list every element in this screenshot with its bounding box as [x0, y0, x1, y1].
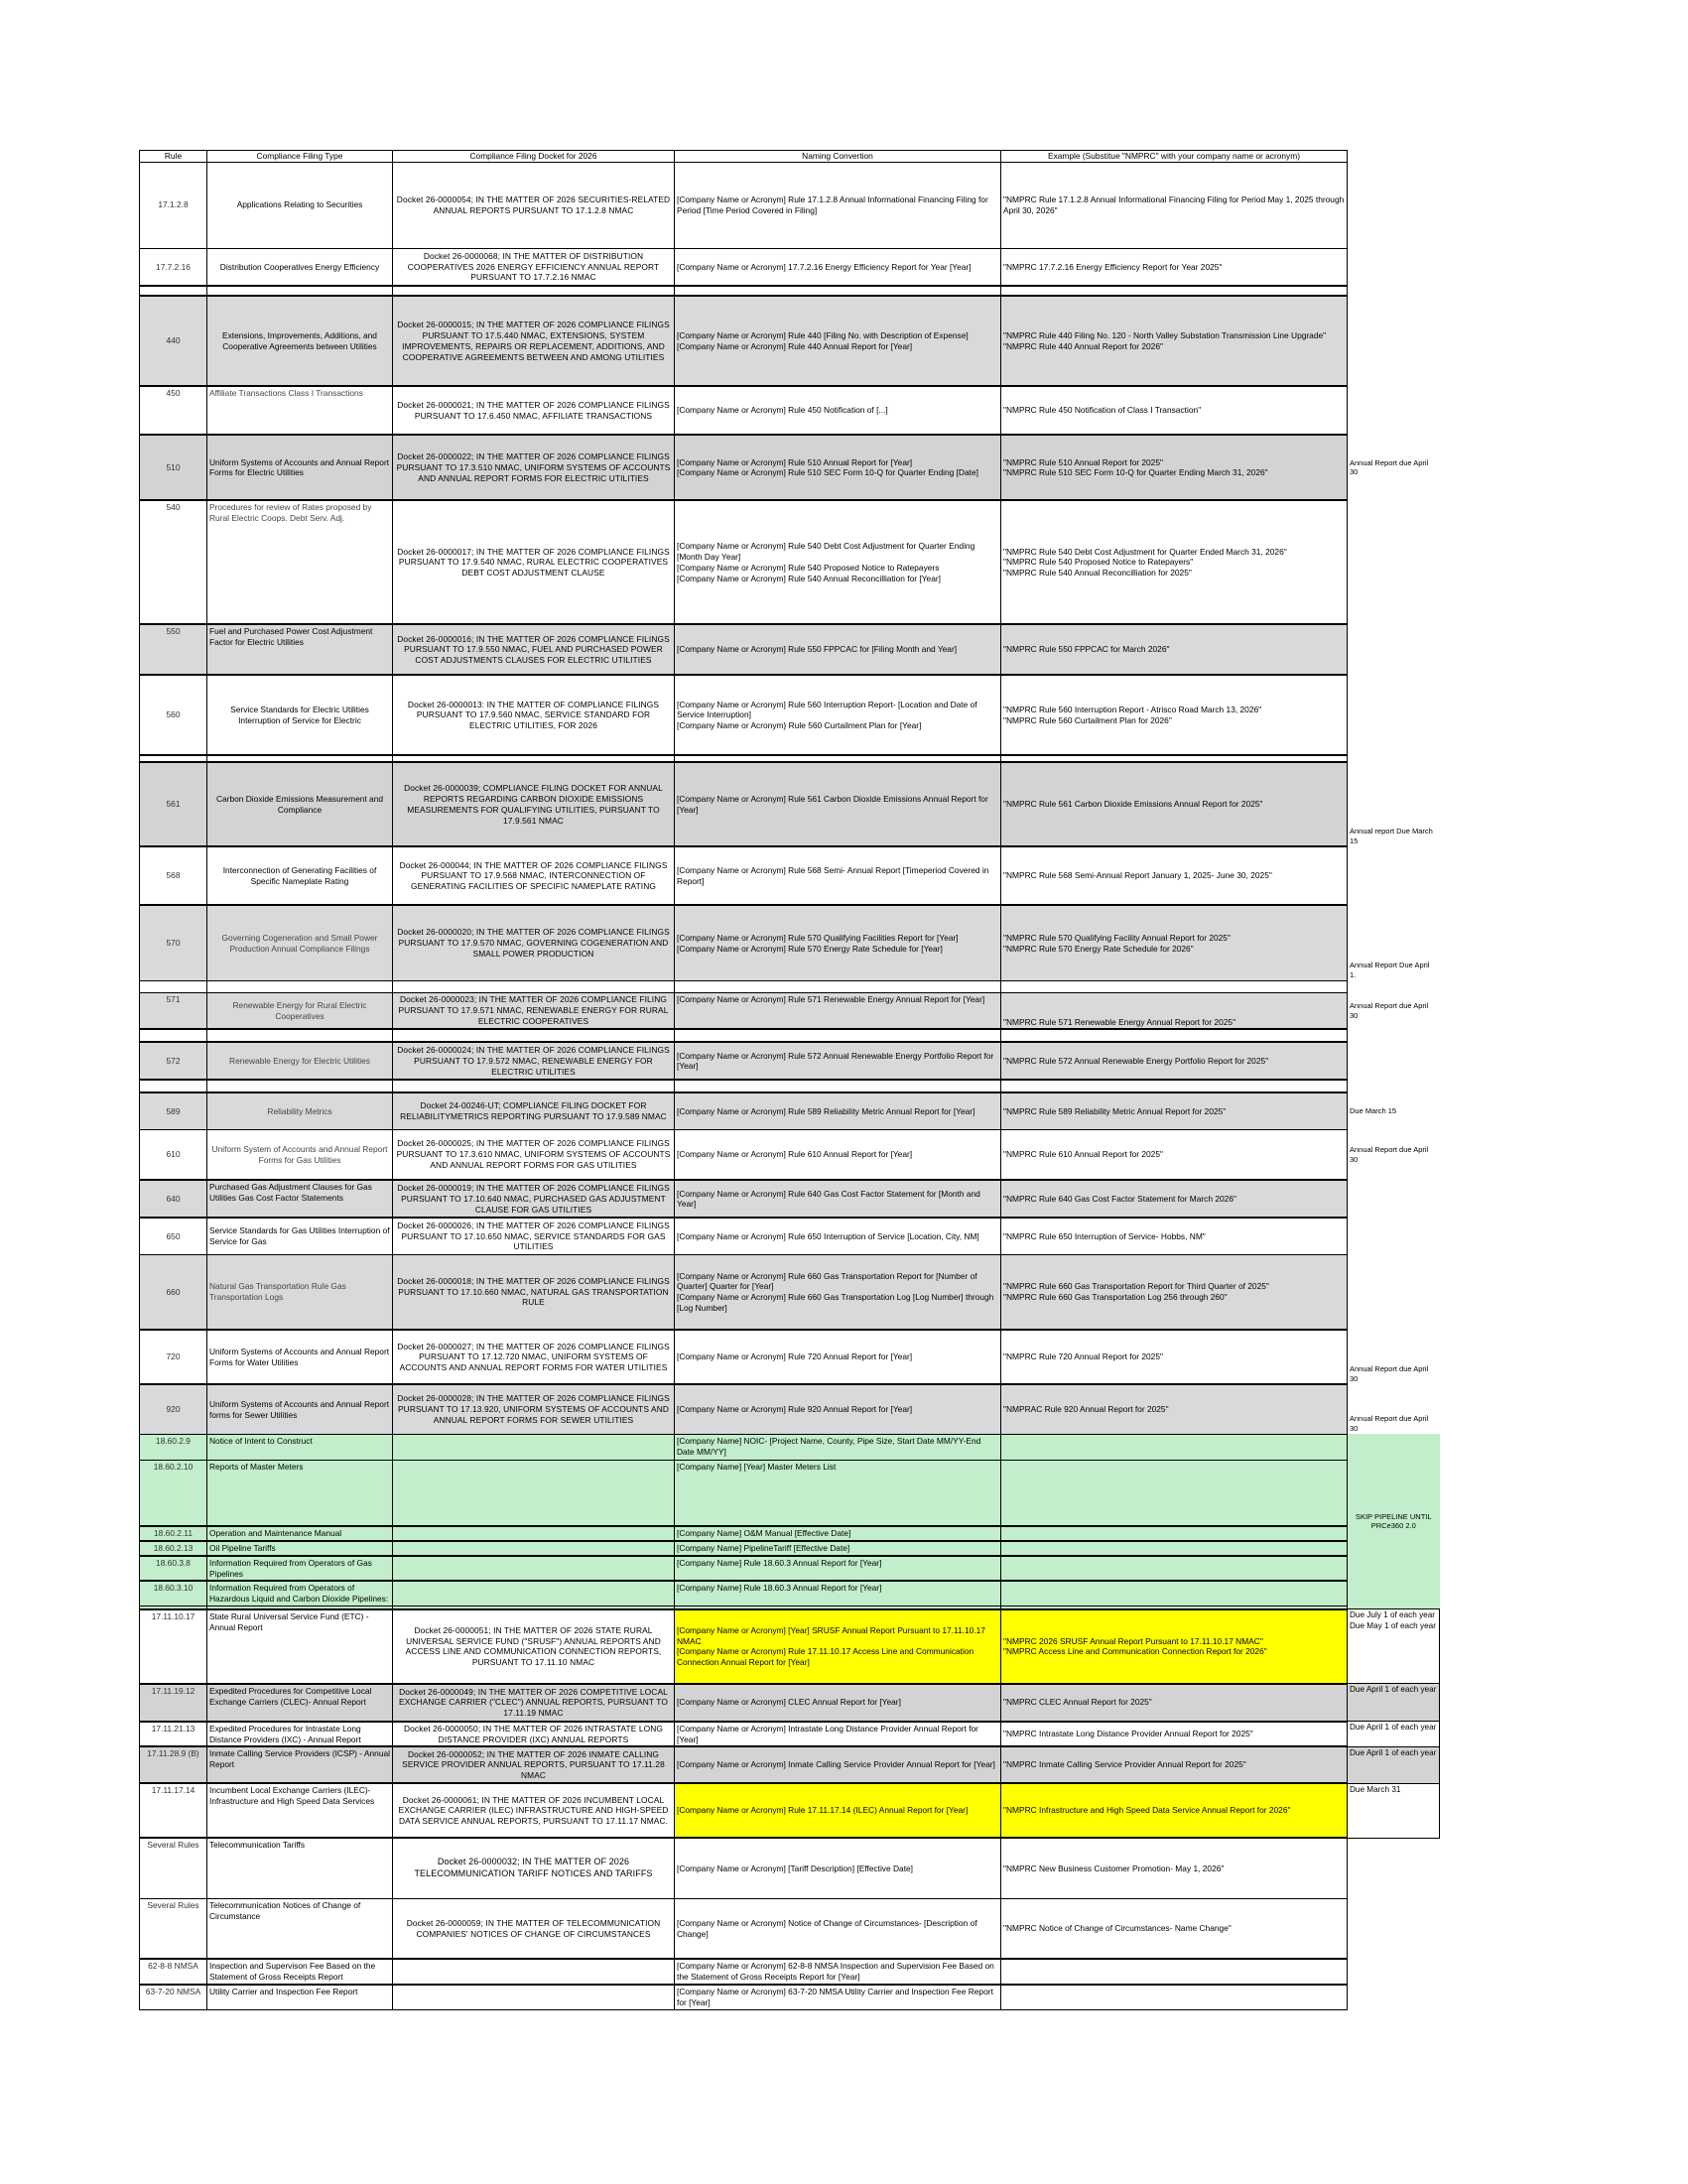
docket-cell: Docket 26-0000026; IN THE MATTER OF 2026 COMPLIANCE FILINGS PURSUANT TO 17.10.650 NMAC, SERVICE STANDARDS FOR GAS UTILITIES: [393, 1218, 675, 1254]
example-cell: "NMPRC Rule 610 Annual Report for 2025": [1001, 1129, 1348, 1180]
docket-cell: Docket 26-000044; IN THE MATTER OF 2026 COMPLIANCE FILINGS PURSUANT TO 17.9.568 NMAC, INTERCONNECTION OF GENERATING FACILITIES OF SPECIFIC NAMEPLATE RATING: [393, 846, 675, 905]
filing-type-cell: Governing Cogeneration and Small Power Production Annual Compliance Filings: [207, 905, 393, 980]
naming-cell: [Company Name or Acronym] Rule 610 Annual Report for [Year]: [675, 1129, 1001, 1180]
rule-cell: 17.11.28.9 (B): [140, 1746, 207, 1783]
rule-cell: 17.11.17.14: [140, 1783, 207, 1838]
rule-cell: 62-8-8 NMSA: [140, 1959, 207, 1985]
rule-cell: 561: [140, 762, 207, 846]
filing-type-cell: Applications Relating to Securities: [207, 162, 393, 248]
rule-cell: 589: [140, 1092, 207, 1129]
table-row: [140, 1180, 1440, 1218]
rule-cell: 720: [140, 1330, 207, 1384]
header-example: Example (Substitue "NMPRC" with your company name or acronym): [1001, 151, 1348, 163]
filing-type-cell: Inmate Calling Service Providers (ICSP) - Annual Report: [207, 1746, 393, 1783]
rule-cell: 450: [140, 386, 207, 435]
rule-cell: 63-7-20 NMSA: [140, 1985, 207, 2010]
filing-type-cell: Uniform Systems of Accounts and Annual Report Forms for Water Utilities: [207, 1330, 393, 1384]
example-cell: "NMPRC Rule 720 Annual Report for 2025": [1001, 1330, 1348, 1384]
example-cell: "NMPRC Rule 568 Semi-Annual Report January 1, 2025- June 30, 2025": [1001, 846, 1348, 905]
docket-cell: Docket 24-00246-UT; COMPLIANCE FILING DOCKET FOR RELIABILITYMETRICS REPORTING PURSUANT TO 17.9.589 NMAC: [393, 1092, 675, 1129]
naming-cell: [Company Name or Acronym] [Tariff Description] [Effective Date]: [675, 1838, 1001, 1898]
table-row: [140, 1434, 1440, 1460]
note-cell: Due March 15: [1348, 1092, 1440, 1129]
filing-type-cell: Interconnection of Generating Facilities of Specific Nameplate Rating: [207, 846, 393, 905]
example-cell: "NMPRC 2026 SRUSF Annual Report Pursuant to 17.11.10.17 NMAC" "NMPRC Access Line and Communication Connection Report for 2026": [1001, 1609, 1348, 1684]
filing-type-cell: Telecommunication Notices of Change of Circumstance: [207, 1898, 393, 1959]
naming-cell: [Company Name or Acronym] Rule 560 Interruption Report- [Location and Date of Service Interruption] [Company Name or Acronym} Rule 560 Curtailment Plan for [Year]: [675, 675, 1001, 755]
rule-cell: 550: [140, 624, 207, 675]
naming-cell: [Company Name or Acronym] 17.7.2.16 Energy Efficiency Report for Year [Year]: [675, 248, 1001, 286]
naming-cell: [Company Name or Acronym] Intrastate Long Distance Provider Annual Report for [Year]: [675, 1722, 1001, 1747]
example-cell: [1001, 1581, 1348, 1606]
table-row: [140, 1042, 1440, 1080]
filing-type-cell: Carbon Dioxide Emissions Measurement and Compliance: [207, 762, 393, 846]
naming-cell: [Company Name or Acronym] Rule 570 Qualifying Facilities Report for [Year] [Company Name or Acronym] Rule 570 Energy Rate Schedule for [Year]: [675, 905, 1001, 980]
table-row: [140, 1609, 1440, 1684]
filing-type-cell: Notice of Intent to Construct: [207, 1434, 393, 1460]
pipeline-note: SKIP PIPELINE UNTIL PRCe360 2.0: [1348, 1434, 1440, 1609]
spacer-row: [140, 755, 1440, 762]
table-row: [140, 992, 1440, 1029]
docket-cell: [393, 1541, 675, 1556]
example-cell: "NMPRC Rule 17.1.2.8 Annual Informational Financing Filing for Period May 1, 2025 through April 30, 2026": [1001, 162, 1348, 248]
example-cell: [1001, 1959, 1348, 1985]
filing-type-cell: Reports of Master Meters: [207, 1460, 393, 1526]
rule-cell: Several Rules: [140, 1898, 207, 1959]
docket-cell: [393, 1985, 675, 2010]
example-cell: [1001, 1434, 1348, 1460]
naming-cell: [Company Name or Acronym] Rule 650 Interruption of Service [Location, City, NM]: [675, 1218, 1001, 1254]
example-cell: [1001, 1985, 1348, 2010]
note-cell: Due April 1 of each year: [1348, 1746, 1440, 1783]
filing-type-cell: Extensions, Improvements, Additions, and Cooperative Agreements between Utilities: [207, 296, 393, 386]
docket-cell: Docket 26-0000016; IN THE MATTER OF 2026 COMPLIANCE FILINGS PURSUANT TO 17.9.550 NMAC, FUEL AND PURCHASED POWER COST ADJUSTMENTS CLAUSES FOR ELECTRIC UTILITIES: [393, 624, 675, 675]
filing-type-cell: Oil Pipeline Tariffs: [207, 1541, 393, 1556]
example-cell: "NMPRC Inmate Calling Service Provider Annual Report for 2025": [1001, 1746, 1348, 1783]
note-cell: Due April 1 of each year: [1348, 1684, 1440, 1722]
note-cell: Annual Report due April 30: [1348, 435, 1440, 500]
rule-cell: 17.11.10.17: [140, 1609, 207, 1684]
table-row: [140, 1526, 1440, 1541]
example-cell: "NMPRC Rule 561 Carbon Dioxide Emissions Annual Report for 2025": [1001, 762, 1348, 846]
example-cell: [1001, 1556, 1348, 1582]
header-docket: Compliance Filing Docket for 2026: [393, 151, 675, 163]
table-row: [140, 675, 1440, 755]
naming-cell: [Company Name or Acronym] Rule 450 Notification of [...]: [675, 386, 1001, 435]
table-row: [140, 248, 1440, 286]
rule-cell: 650: [140, 1218, 207, 1254]
table-row: [140, 435, 1440, 500]
docket-cell: Docket 26-0000017; IN THE MATTER OF 2026 COMPLIANCE FILINGS PURSUANT TO 17.9.540 NMAC, RURAL ELECTRIC COOPERATIVES DEBT COST ADJUSTMENT CLAUSE: [393, 500, 675, 624]
naming-cell: [Company Name or Acronym] [Year] SRUSF Annual Report Pursuant to 17.11.10.17 NMAC [Company Name or Acronym] Rule 17.11.10.17 Access Line and Communication Connection Annual Report for [Year]: [675, 1609, 1001, 1684]
filing-type-cell: Uniform System of Accounts and Annual Report Forms for Gas Utilities: [207, 1129, 393, 1180]
note-cell: Due April 1 of each year: [1348, 1722, 1440, 1747]
docket-cell: Docket 26-0000019; IN THE MATTER OF 2026 COMPLIANCE FILINGS PURSUANT TO 17.10.640 NMAC, PURCHASED GAS ADJUSTMENT CLAUSE FOR GAS UTILITIES: [393, 1180, 675, 1218]
naming-cell: [Company Name or Acronym] Rule 640 Gas Cost Factor Statement for [Month and Year]: [675, 1180, 1001, 1218]
rule-cell: 610: [140, 1129, 207, 1180]
table-row: [140, 1581, 1440, 1606]
docket-cell: Docket 26-0000049; IN THE MATTER OF 2026 COMPETITIVE LOCAL EXCHANGE CARRIER ("CLEC") ANNUAL REPORTS, PURSUANT TO 17.11.19 NMAC: [393, 1684, 675, 1722]
naming-cell: [Company Name or Acronym] Notice of Change of Circumstances- [Description of Change]: [675, 1898, 1001, 1959]
note-cell: Annual Report due April 30: [1348, 1384, 1440, 1434]
naming-cell: [Company Name or Acronym] Inmate Calling Service Provider Annual Report for [Year]: [675, 1746, 1001, 1783]
docket-cell: Docket 26-0000051; IN THE MATTER OF 2026 STATE RURAL UNIVERSAL SERVICE FUND ("SRUSF") ANNUAL REPORTS AND ACCESS LINE AND COMMUNICATION CONNECTION REPORTS, PURSUANT TO 17.11.10 NMAC: [393, 1609, 675, 1684]
naming-cell: [Company Name] NOIC- [Project Name, County, Pipe Size, Start Date MM/YY-End Date MM/YY]: [675, 1434, 1001, 1460]
docket-cell: [393, 1434, 675, 1460]
spacer-row: [140, 286, 1440, 296]
rule-cell: 540: [140, 500, 207, 624]
spacer-row: [140, 1080, 1440, 1092]
docket-cell: [393, 1526, 675, 1541]
table-row: [140, 1218, 1440, 1254]
rule-cell: 17.7.2.16: [140, 248, 207, 286]
rule-cell: 18.60.2.13: [140, 1541, 207, 1556]
example-cell: "NMPRC Notice of Change of Circumstances- Name Change": [1001, 1898, 1348, 1959]
example-cell: "NMPRC Rule 571 Renewable Energy Annual Report for 2025": [1001, 992, 1348, 1029]
rule-cell: 17.1.2.8: [140, 162, 207, 248]
docket-cell: [393, 1556, 675, 1582]
rule-cell: 18.60.2.10: [140, 1460, 207, 1526]
docket-cell: [393, 1460, 675, 1526]
header-row: [140, 151, 1440, 163]
naming-cell: [Company Name] Rule 18.60.3 Annual Report for [Year]: [675, 1581, 1001, 1606]
docket-cell: Docket 26-0000024; IN THE MATTER OF 2026 COMPLIANCE FILINGS PURSUANT TO 17.9.572 NMAC, RENEWABLE ENERGY FOR ELECTRIC UTILITIES: [393, 1042, 675, 1080]
naming-cell: [Company Name or Acronym] Rule 540 Debt Cost Adjustment for Quarter Ending [Month Day Year] [Company Name or Acronym] Rule 540 Proposed Notice to Ratepayers [Company Name or Acronym] Rule 540 Annual Reconcilliation for [Year]: [675, 500, 1001, 624]
note-cell: Annual Report due April 30: [1348, 1330, 1440, 1384]
docket-cell: Docket 26-0000061; IN THE MATTER OF 2026 INCUMBENT LOCAL EXCHANGE CARRIER (ILEC) INFRASTRUCTURE AND HIGH-SPEED DATA SERVICE ANNUAL REPORTS, PURSUANT TO 17.11.17 NMAC.: [393, 1783, 675, 1838]
rule-cell: 560: [140, 675, 207, 755]
example-cell: "NMPRC New Business Customer Promotion- May 1, 2026": [1001, 1838, 1348, 1898]
example-cell: "NMPRAC Rule 920 Annual Report for 2025": [1001, 1384, 1348, 1434]
example-cell: "NMPRC Rule 660 Gas Transportation Report for Third Quarter of 2025" "NMPRC Rule 660 Gas Transportation Log 256 through 260": [1001, 1254, 1348, 1330]
docket-cell: Docket 26-0000050; IN THE MATTER OF 2026 INTRASTATE LONG DISTANCE PROVIDER (IXC) ANNUAL REPORTS: [393, 1722, 675, 1747]
note-cell: Annual Report due April 30: [1348, 1129, 1440, 1180]
naming-cell: [Company Name or Acronym] Rule 589 Reliability Metric Annual Report for [Year]: [675, 1092, 1001, 1129]
docket-cell: Docket 26-0000020; IN THE MATTER OF 2026 COMPLIANCE FILINGS PURSUANT TO 17.9.570 NMAC, GOVERNING COGENERATION AND SMALL POWER PRODUCTION: [393, 905, 675, 980]
note-cell: Annual Report due April 30: [1348, 992, 1440, 1029]
example-cell: "NMPRC Rule 510 Annual Report for 2025" "NMPRC Rule 510 SEC Form 10-Q for Quarter Ending March 31, 2026": [1001, 435, 1348, 500]
rule-cell: 18.60.3.10: [140, 1581, 207, 1606]
naming-cell: [Company Name or Acronym] Rule 510 Annual Report for [Year] [Company Name or Acronym] Rule 510 SEC Form 10-Q for Quarter Ending [Date]: [675, 435, 1001, 500]
table-row: [140, 1684, 1440, 1722]
filing-type-cell: Utility Carrier and Inspection Fee Report: [207, 1985, 393, 2010]
note-cell: Due March 31: [1348, 1783, 1440, 1838]
table-row: [140, 762, 1440, 846]
example-cell: "NMPRC Rule 540 Debt Cost Adjustment for Quarter Ended March 31, 2026" "NMPRC Rule 540 Proposed Notice to Ratepayers" "NMPRC Rule 540 Annual Reconcilliation for 2025": [1001, 500, 1348, 624]
naming-cell: [Company Name or Acronym] Rule 568 Semi- Annual Report [Timeperiod Covered in Report]: [675, 846, 1001, 905]
rule-cell: Several Rules: [140, 1838, 207, 1898]
filing-type-cell: Renewable Energy for Electric Utilities: [207, 1042, 393, 1080]
note-cell: Annual report Due March 15: [1348, 762, 1440, 846]
example-cell: "NMPRC Rule 570 Qualifying Facility Annual Report for 2025" "NMPRC Rule 570 Energy Rate Schedule for 2026": [1001, 905, 1348, 980]
table-row: [140, 1838, 1440, 1898]
filing-type-cell: State Rural Universal Service Fund (ETC) - Annual Report: [207, 1609, 393, 1684]
example-cell: [1001, 1541, 1348, 1556]
table-row: [140, 1254, 1440, 1330]
header-notes-spacer: [1348, 151, 1440, 163]
rule-cell: 571: [140, 992, 207, 1029]
example-cell: "NMPRC Rule 550 FPPCAC for March 2026": [1001, 624, 1348, 675]
filing-type-cell: Information Required from Operators of Hazardous Liquid and Carbon Dioxide Pipelines:: [207, 1581, 393, 1606]
docket-cell: Docket 26-0000023; IN THE MATTER OF 2026 COMPLIANCE FILING PURSUANT TO 17.9.571 NMAC, RENEWABLE ENERGY FOR RURAL ELECTRIC COOPERATIVES: [393, 992, 675, 1029]
example-cell: "NMPRC Infrastructure and High Speed Data Service Annual Report for 2026": [1001, 1783, 1348, 1838]
table-row: [140, 1384, 1440, 1434]
naming-cell: [Company Name or Acronym] Rule 17.11.17.14 (ILEC) Annual Report for [Year]: [675, 1783, 1001, 1838]
table-row: [140, 1460, 1440, 1526]
docket-cell: Docket 26-0000025; IN THE MATTER OF 2026 COMPLIANCE FILINGS PURSUANT TO 17.3.610 NMAC, UNIFORM SYSTEMS OF ACCOUNTS AND ANNUAL REPORT FORMS FOR GAS UTILITIES: [393, 1129, 675, 1180]
rule-cell: 440: [140, 296, 207, 386]
filing-type-cell: Fuel and Purchased Power Cost Adjustment Factor for Electric Utilities: [207, 624, 393, 675]
example-cell: "NMPRC 17.7.2.16 Energy Efficiency Report for Year 2025": [1001, 248, 1348, 286]
compliance-filing-sheet: [139, 150, 1440, 2010]
table-row: [140, 296, 1440, 386]
filing-type-cell: Uniform Systems of Accounts and Annual Report Forms for Electric Utilities: [207, 435, 393, 500]
naming-cell: [Company Name] O&M Manual [Effective Date]: [675, 1526, 1001, 1541]
docket-cell: Docket 26-0000013: IN THE MATTER OF COMPLIANCE FILINGS PURSUANT TO 17.9.560 NMAC, SERVICE STANDARD FOR ELECTRIC UTILITIES, FOR 2026: [393, 675, 675, 755]
naming-cell: [Company Name or Acronym] 63-7-20 NMSA Utility Carrier and Inspection Fee Report for [Year]: [675, 1985, 1001, 2010]
rule-cell: 568: [140, 846, 207, 905]
rule-cell: 920: [140, 1384, 207, 1434]
example-cell: "NMPRC Intrastate Long Distance Provider Annual Report for 2025": [1001, 1722, 1348, 1747]
table-row: [140, 1985, 1440, 2010]
filing-type-cell: Purchased Gas Adjustment Clauses for Gas Utilities Gas Cost Factor Statements: [207, 1180, 393, 1218]
table-row: [140, 1722, 1440, 1747]
example-cell: "NMPRC Rule 450 Notification of Class I Transaction": [1001, 386, 1348, 435]
filing-type-cell: Inspection and Supervison Fee Based on the Statement of Gross Receipts Report: [207, 1959, 393, 1985]
rule-cell: 17.11.19.12: [140, 1684, 207, 1722]
naming-cell: [Company Name or Acronym] Rule 660 Gas Transportation Report for [Number of Quarter] Quarter for [Year] [Company Name or Acronym] Rule 660 Gas Transportation Log [Log Number] through [Log Number]: [675, 1254, 1001, 1330]
header-naming-convention: Naming Convertion: [675, 151, 1001, 163]
filing-type-cell: Operation and Maintenance Manual: [207, 1526, 393, 1541]
docket-cell: Docket 26-0000059; IN THE MATTER OF TELECOMMUNICATION COMPANIES' NOTICES OF CHANGE OF CIRCUMSTANCES: [393, 1898, 675, 1959]
spacer-row: [140, 980, 1440, 992]
rule-cell: 572: [140, 1042, 207, 1080]
example-cell: "NMPRC Rule 440 Filing No. 120 - North Valley Substation Transmission Line Upgrade" "NMPRC Rule 440 Annual Report for 2026": [1001, 296, 1348, 386]
example-cell: "NMPRC Rule 640 Gas Cost Factor Statement for March 2026": [1001, 1180, 1348, 1218]
naming-cell: [Company Name or Acronym] 62-8-8 NMSA Inspection and Supervision Fee Based on the Statement of Gross Receipts Report for [Year]: [675, 1959, 1001, 1985]
docket-cell: Docket 26-0000039; COMPLIANCE FILING DOCKET FOR ANNUAL REPORTS REGARDING CARBON DIOXIDE EMISSIONS MEASUREMENTS FOR QUALIFYING UTILITIES, PURSUANT TO 17.9.561 NMAC: [393, 762, 675, 846]
table-row: [140, 162, 1440, 248]
rule-cell: 660: [140, 1254, 207, 1330]
table-row: [140, 846, 1440, 905]
table-row: [140, 1092, 1440, 1129]
note-cell: Annual Report Due April 1.: [1348, 905, 1440, 980]
naming-cell: [Company Name or Acronym] Rule 17.1.2.8 Annual Informational Financing Filing for Period [Time Period Covered in Filing]: [675, 162, 1001, 248]
filing-type-cell: Reliability Metrics: [207, 1092, 393, 1129]
docket-cell: Docket 26-0000032; IN THE MATTER OF 2026 TELECOMMUNICATION TARIFF NOTICES AND TARIFFS: [393, 1838, 675, 1898]
table-row: [140, 1959, 1440, 1985]
filing-type-cell: Renewable Energy for Rural Electric Cooperatives: [207, 992, 393, 1029]
filing-type-cell: Distribution Cooperatives Energy Efficiency: [207, 248, 393, 286]
naming-cell: [Company Name or Acronym] Rule 720 Annual Report for [Year]: [675, 1330, 1001, 1384]
filing-type-cell: Telecommunication Tariffs: [207, 1838, 393, 1898]
naming-cell: [Company Name] [Year] Master Meters List: [675, 1460, 1001, 1526]
naming-cell: [Company Name] Rule 18.60.3 Annual Report for [Year]: [675, 1556, 1001, 1582]
table-row: [140, 1129, 1440, 1180]
docket-cell: Docket 26-0000027; IN THE MATTER OF 2026 COMPLIANCE FILINGS PURSUANT TO 17.12.720 NMAC, UNIFORM SYSTEMS OF ACCOUNTS AND ANNUAL REPORT FORMS FOR WATER UTILITIES: [393, 1330, 675, 1384]
naming-cell: [Company Name or Acronym] Rule 561 Carbon Dioxide Emissions Annual Report for [Year]: [675, 762, 1001, 846]
table-row: [140, 624, 1440, 675]
docket-cell: [393, 1581, 675, 1606]
example-cell: "NMPRC CLEC Annual Report for 2025": [1001, 1684, 1348, 1722]
filing-type-cell: Expedited Procedures for Competitive Local Exchange Carriers (CLEC)- Annual Report: [207, 1684, 393, 1722]
docket-cell: Docket 26-0000052; IN THE MATTER OF 2026 INMATE CALLING SERVICE PROVIDER ANNUAL REPORTS, PURSUANT TO 17.11.28 NMAC: [393, 1746, 675, 1783]
example-cell: "NMPRC Rule 650 Interruption of Service- Hobbs, NM": [1001, 1218, 1348, 1254]
rule-cell: 570: [140, 905, 207, 980]
table-row: [140, 1898, 1440, 1959]
docket-cell: Docket 26-0000054; IN THE MATTER OF 2026 SECURITIES-RELATED ANNUAL REPORTS PURSUANT TO 17.1.2.8 NMAC: [393, 162, 675, 248]
rule-cell: 18.60.2.9: [140, 1434, 207, 1460]
rule-cell: 18.60.3.8: [140, 1556, 207, 1582]
docket-cell: Docket 26-0000018; IN THE MATTER OF 2026 COMPLIANCE FILINGS PURSUANT TO 17.10.660 NMAC, NATURAL GAS TRANSPORTATION RULE: [393, 1254, 675, 1330]
header-filing-type: Compliance Filing Type: [207, 151, 393, 163]
example-cell: "NMPRC Rule 589 Reliability Metric Annual Report for 2025": [1001, 1092, 1348, 1129]
docket-cell: Docket 26-0000015; IN THE MATTER OF 2026 COMPLIANCE FILINGS PURSUANT TO 17.5.440 NMAC, EXTENSIONS, SYSTEM IMPROVEMENTS, REPAIRS OR REPLACEMENT, ADDITIONS, AND COOPERATIVE AGREEMENTS BETWEEN AND AMONG UTILITIES: [393, 296, 675, 386]
table-row: [140, 1556, 1440, 1582]
docket-cell: [393, 1959, 675, 1985]
filing-type-cell: Procedures for review of Rates proposed by Rural Electric Coops. Debt Serv. Adj.: [207, 500, 393, 624]
table-row: [140, 1746, 1440, 1783]
rule-cell: 510: [140, 435, 207, 500]
table-row: [140, 500, 1440, 624]
example-cell: "NMPRC Rule 560 Interruption Report - Atrisco Road March 13, 2026" "NMPRC Rule 560 Curtailment Plan for 2026": [1001, 675, 1348, 755]
filing-type-cell: Expedited Procedures for Intrastate Long Distance Providers (IXC) - Annual Report: [207, 1722, 393, 1747]
note-cell: Due July 1 of each year Due May 1 of each year: [1348, 1609, 1440, 1684]
note-cell: [1348, 162, 1440, 248]
filing-type-cell: Information Required from Operators of Gas Pipelines: [207, 1556, 393, 1582]
rule-cell: 17.11.21.13: [140, 1722, 207, 1747]
table-row: [140, 386, 1440, 435]
naming-cell: [Company Name or Acronym] Rule 550 FPPCAC for [Filing Month and Year]: [675, 624, 1001, 675]
rule-cell: 18.60.2.11: [140, 1526, 207, 1541]
header-rule: Rule: [140, 151, 207, 163]
docket-cell: Docket 26-0000068; IN THE MATTER OF DISTRIBUTION COOPERATIVES 2026 ENERGY EFFICIENCY ANNUAL REPORT PURSUANT TO 17.7.2.16 NMAC: [393, 248, 675, 286]
filing-type-cell: Uniform Systems of Accounts and Annual Report forms for Sewer Utilities: [207, 1384, 393, 1434]
filing-type-cell: Affiliate Transactions Class I Transactions: [207, 386, 393, 435]
example-cell: [1001, 1460, 1348, 1526]
table-row: [140, 1330, 1440, 1384]
filing-type-cell: Service Standards for Electric Utilities Interruption of Service for Electric: [207, 675, 393, 755]
naming-cell: [Company Name or Acronym] Rule 440 [Filing No. with Description of Expense] [Company Name or Acronym] Rule 440 Annual Report for [Year]: [675, 296, 1001, 386]
filing-type-cell: Natural Gas Transportation Rule Gas Transportation Logs: [207, 1254, 393, 1330]
docket-cell: Docket 26-0000021; IN THE MATTER OF 2026 COMPLIANCE FILINGS PURSUANT TO 17.6.450 NMAC, AFFILIATE TRANSACTIONS: [393, 386, 675, 435]
spacer-row: [140, 1029, 1440, 1042]
naming-cell: [Company Name] PipelineTariff [Effective Date]: [675, 1541, 1001, 1556]
naming-cell: [Company Name or Acronym] CLEC Annual Report for [Year]: [675, 1684, 1001, 1722]
docket-cell: Docket 26-0000028; IN THE MATTER OF 2026 COMPLIANCE FILINGS PURSUANT TO 17.13.920, UNIFORM SYSTEMS OF ACCOUNTS AND ANNUAL REPORT FORMS FOR SEWER UTILITIES: [393, 1384, 675, 1434]
example-cell: "NMPRC Rule 572 Annual Renewable Energy Portfolio Report for 2025": [1001, 1042, 1348, 1080]
filing-type-cell: Incumbent Local Exchange Carriers (ILEC)- Infrastructure and High Speed Data Services: [207, 1783, 393, 1838]
table-row: [140, 1783, 1440, 1838]
naming-cell: [Company Name or Acronym] Rule 571 Renewable Energy Annual Report for [Year]: [675, 992, 1001, 1029]
example-cell: [1001, 1526, 1348, 1541]
docket-cell: Docket 26-0000022; IN THE MATTER OF 2026 COMPLIANCE FILINGS PURSUANT TO 17.3.510 NMAC, UNIFORM SYSTEMS OF ACCOUNTS AND ANNUAL REPORT FORMS FOR ELECTRIC UTILITIES: [393, 435, 675, 500]
naming-cell: [Company Name or Acronym] Rule 572 Annual Renewable Energy Portfolio Report for [Year]: [675, 1042, 1001, 1080]
compliance-filing-table: [139, 150, 1440, 2010]
table-row: [140, 905, 1440, 980]
rule-cell: 640: [140, 1180, 207, 1218]
table-row: [140, 1541, 1440, 1556]
naming-cell: [Company Name or Acronym] Rule 920 Annual Report for [Year]: [675, 1384, 1001, 1434]
filing-type-cell: Service Standards for Gas Utilities Interruption of Service for Gas: [207, 1218, 393, 1254]
